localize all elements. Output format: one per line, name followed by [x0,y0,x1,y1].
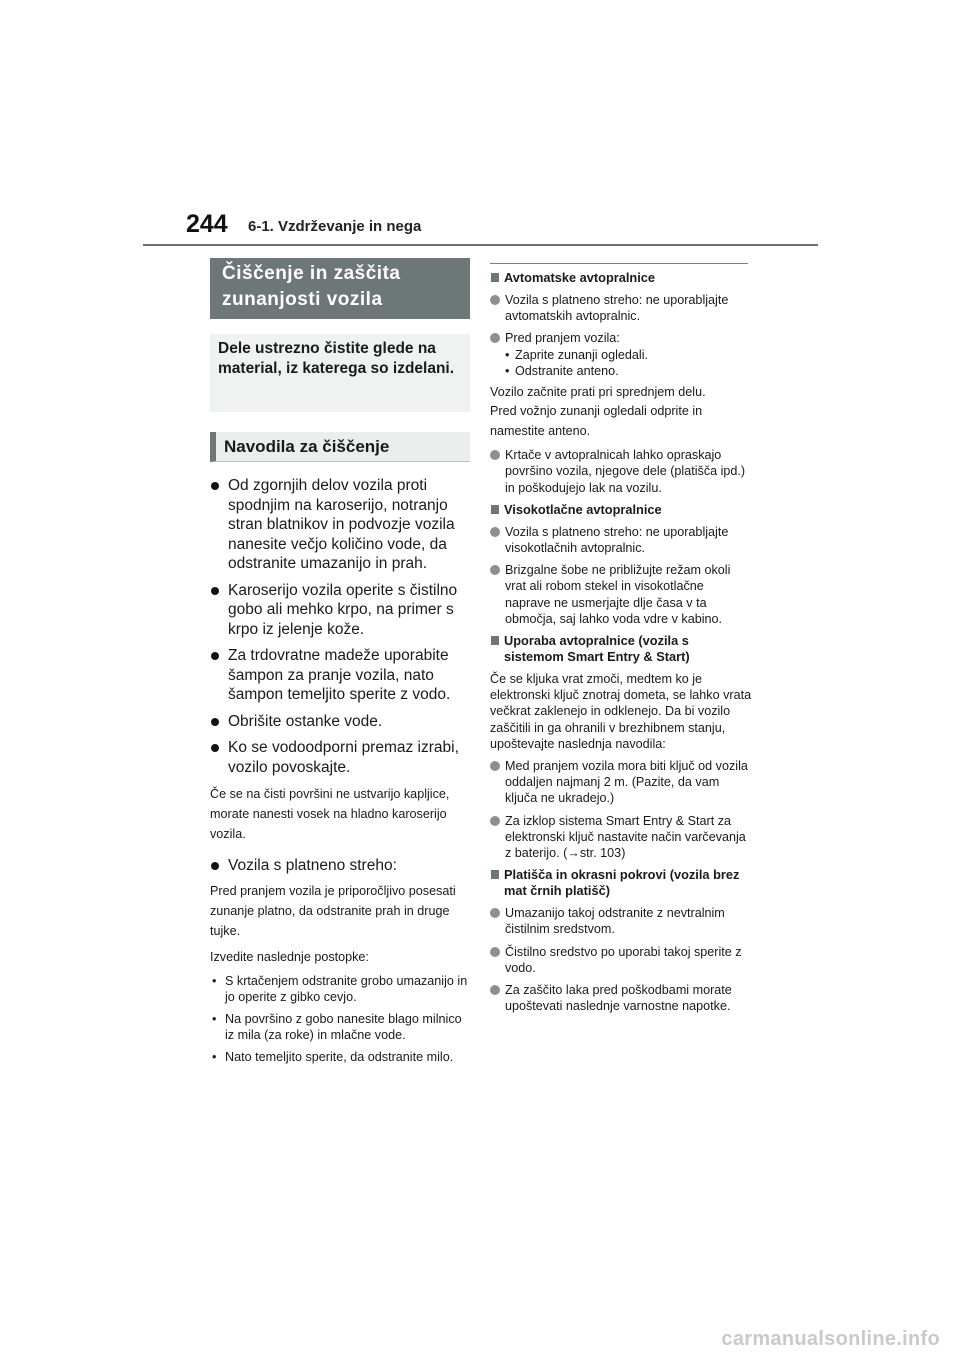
cleaning-list [210,476,470,777]
list-item: • S krtačenjem odstranite grobo umazanijo in jo operite z gibko cevjo. [210,973,470,1006]
section-title: Čiščenje in zaščita zunanjosti vozila [210,258,470,319]
list-item: Čistilno sredstvo po uporabi takoj sperite z vodo. [490,944,752,976]
subheading: Platišča in okrasni pokrovi (vozila brez mat črnih platišč) [490,867,752,899]
right-column [490,264,752,1020]
list-item: Za trdovratne madeže uporabite šampon za pranje vozila, nato šampon temeljito sperite z vodo. [210,646,470,705]
watermark: carmanualsonline.info [721,1328,940,1350]
intro-box: Dele ustrezno čistite glede na material, iz katerega so izdelani. [210,334,470,412]
list-item: Brizgalne šobe ne približujte režam okoli vrat ali robom stekel in visokotlačne naprave ne usmerjajte dlje časa v ta območja, saj lahko voda vdre v kabino. [490,562,752,627]
note: Če se na čisti površini ne ustvarijo kapljice, morate nanesti vosek na hladno karoserijo vozila. [210,787,450,841]
header-rule [143,244,818,246]
soft-top-list [210,856,470,876]
list-item [490,330,752,378]
note: Izvedite naslednje postopke: [210,949,369,964]
list-item: Za zaščito laka pred poškodbami morate upoštevati naslednje varnostne napotke. [490,982,752,1014]
left-column [210,258,470,1070]
section-label: 6-1. Vzdrževanje in nega [248,218,422,235]
list-item: Vozila s platneno streho: ne uporabljajte avtomatskih avtopralnic. [490,292,752,324]
page-number: 244 [186,210,228,238]
sub-list [505,347,752,379]
list-item: Karoserijo vozila operite s čistilno gobo ali mehko krpo, na primer s krpo iz jelenje kože. [210,581,470,640]
list-item: • Odstranite anteno. [505,363,752,379]
subheading: Visokotlačne avtopralnice [490,502,752,518]
text: Če se kljuka vrat zmoči, medtem ko je elektronski ključ znotraj dometa, se lahko vrata večkrat zaklenejo in odklenejo. Da bi vozilo zaščitili in ga ohranili v brezhibnem stanju, upoštevajte naslednja navodila: [490,671,752,751]
text: Pred vožnjo zunanji ogledali odprite in namestite anteno. [490,404,703,438]
steps-list [210,973,470,1066]
list-item: Obrišite ostanke vode. [210,712,470,732]
list-item: Vozila s platneno streho: [210,856,470,876]
subheading: Avtomatske avtopralnice [490,270,752,286]
list-item: Ko se vodoodporni premaz izrabi, vozilo povoskajte. [210,738,470,777]
list-item: Med pranjem vozila mora biti ključ od vozila oddaljen najmanj 2 m. (Pazite, da vam ključa ne ukradejo.) [490,758,752,807]
subheading: Navodila za čiščenje [210,432,470,462]
list-item: Vozila s platneno streho: ne uporabljajte visokotlačnih avtopralnic. [490,524,752,556]
text: Vozilo začnite prati pri sprednjem delu. [490,384,706,399]
list-item: • Na površino z gobo nanesite blago milnico iz mila (za roke) in mlačne vode. [210,1011,470,1044]
subheading: Uporaba avtopralnice (vozila s sistemom Smart Entry & Start) [490,633,752,665]
list-item: Od zgornjih delov vozila proti spodnjim na karoserijo, notranjo stran blatnikov in podvozje vozila nanesite večjo količino vode, da odstranite umazanijo in prah. [210,476,470,574]
note: Pred pranjem vozila je priporočljivo posesati zunanje platno, da odstranite prah in druge tujke. [210,883,456,938]
list-item: • Nato temeljito sperite, da odstranite milo. [210,1049,470,1066]
list-item: • Zaprite zunanji ogledali. [505,347,752,363]
list-item: Za izklop sistema Smart Entry & Start za elektronski ključ nastavite način varčevanja z baterijo. (→str. 103) [490,813,752,862]
list-item-text: Pred pranjem vozila: [505,331,620,346]
list-item: Umazanijo takoj odstranite z nevtralnim čistilnim sredstvom. [490,905,752,937]
list-item: Krtače v avtopralnicah lahko opraskajo površino vozila, njegove dele (platišča ipd.) in poškodujejo lak na vozilu. [490,447,752,496]
